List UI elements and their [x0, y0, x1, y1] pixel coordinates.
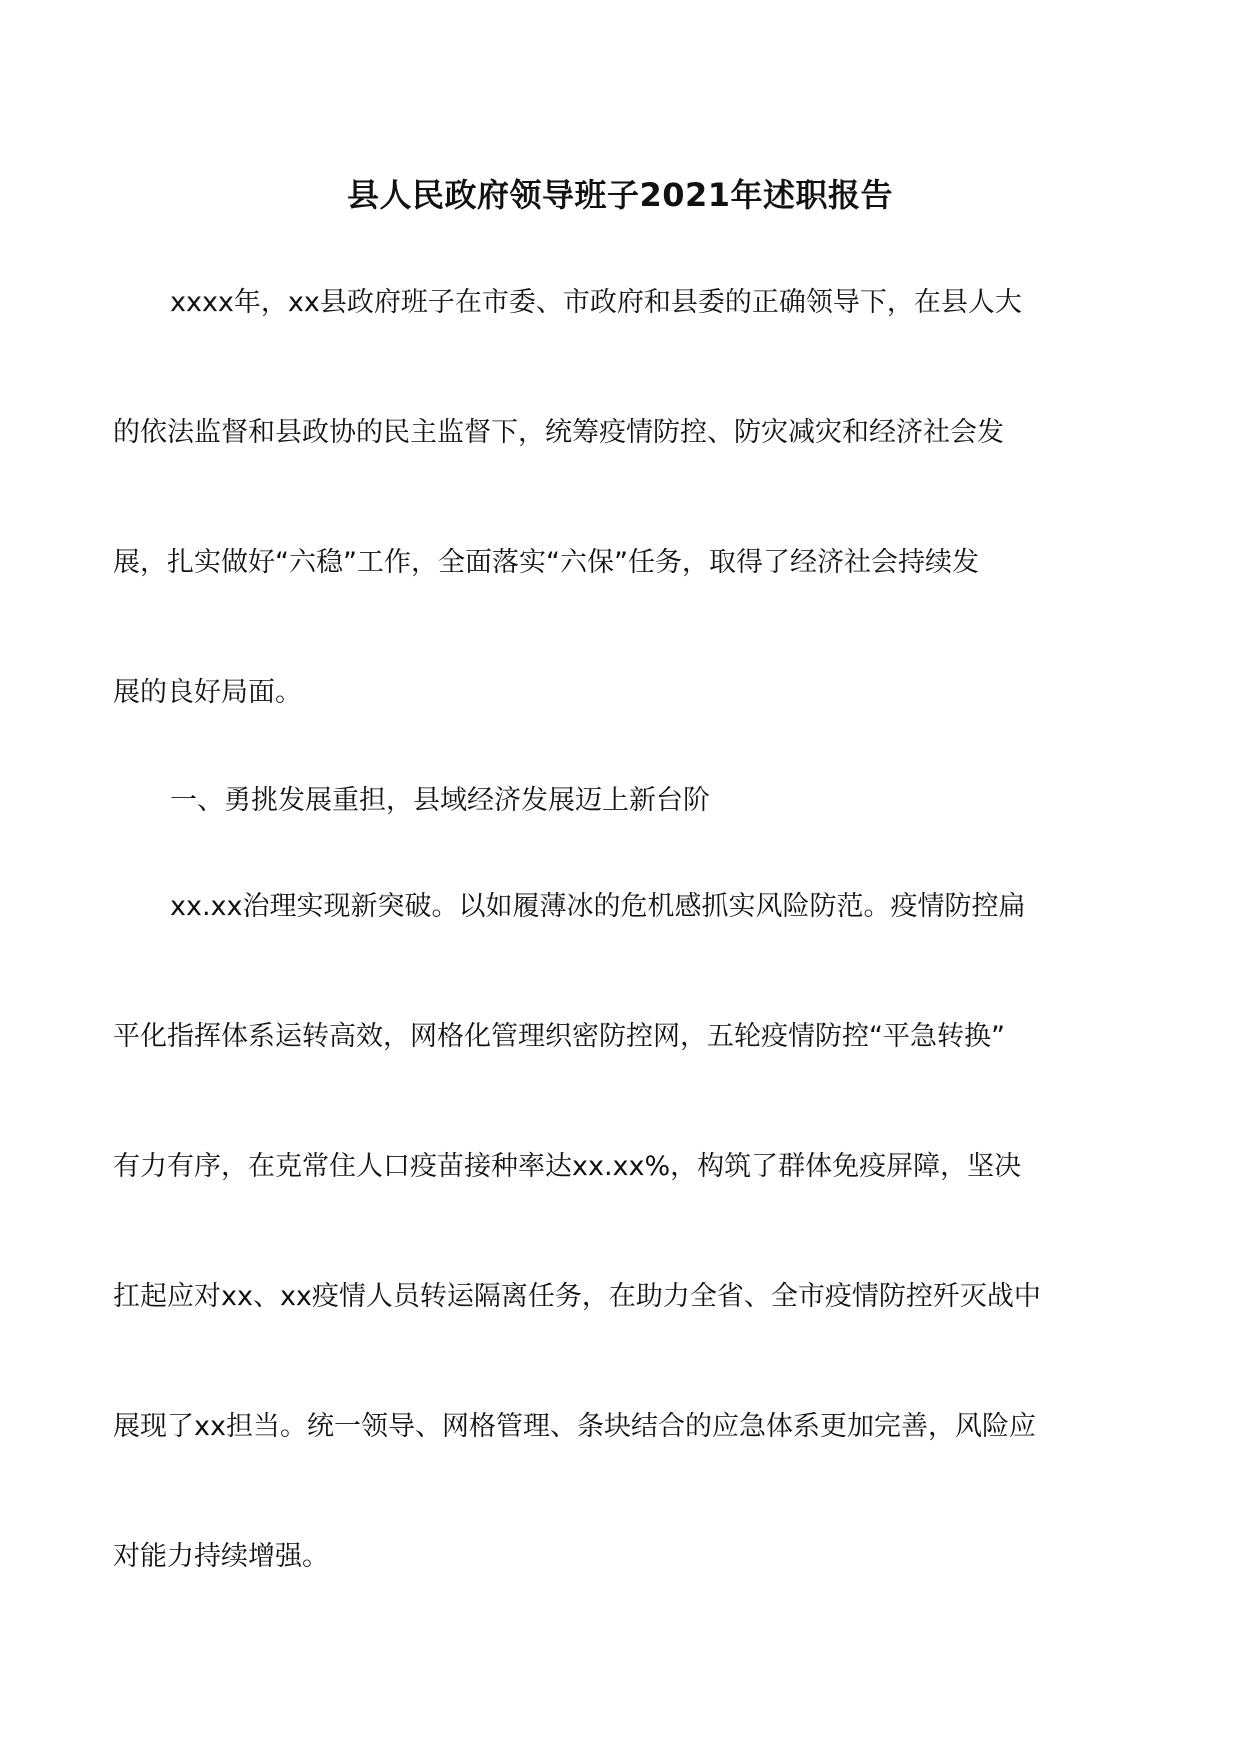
paragraph-1-line-4: 展的良好局面。 [113, 677, 302, 708]
paragraph-2-line-4: 扛起应对xx、xx疫情人员转运隔离任务，在助力全省、全市疫情防控歼灭战中 [113, 1281, 1041, 1312]
paragraph-1-line-3: 展，扎实做好“六稳”工作，全面落实“六保”任务，取得了经济社会持续发 [113, 547, 979, 578]
paragraph-2-line-2: 平化指挥体系运转高效，网格化管理织密防控网，五轮疫情防控“平急转换” [113, 1021, 1005, 1052]
paragraph-1-line-1: xxxx年，xx县政府班子在市委、市政府和县委的正确领导下，在县人大 [170, 287, 1022, 318]
paragraph-2-line-3: 有力有序，在克常住人口疫苗接种率达xx.xx%，构筑了群体免疫屏障，坚决 [113, 1151, 1022, 1182]
paragraph-1-line-2: 的依法监督和县政协的民主监督下，统筹疫情防控、防灾减灾和经济社会发 [113, 417, 1004, 448]
paragraph-2-line-5: 展现了xx担当。统一领导、网格管理、条块结合的应急体系更加完善，风险应 [113, 1411, 1036, 1442]
document-title: 县人民政府领导班子2021年述职报告 [346, 176, 894, 214]
section-heading-1: 一、勇挑发展重担，县域经济发展迈上新台阶 [170, 785, 710, 816]
paragraph-2-line-1: xx.xx治理实现新突破。以如履薄冰的危机感抓实风险防范。疫情防控扁 [170, 891, 1026, 922]
paragraph-2-line-6: 对能力持续增强。 [113, 1541, 329, 1572]
